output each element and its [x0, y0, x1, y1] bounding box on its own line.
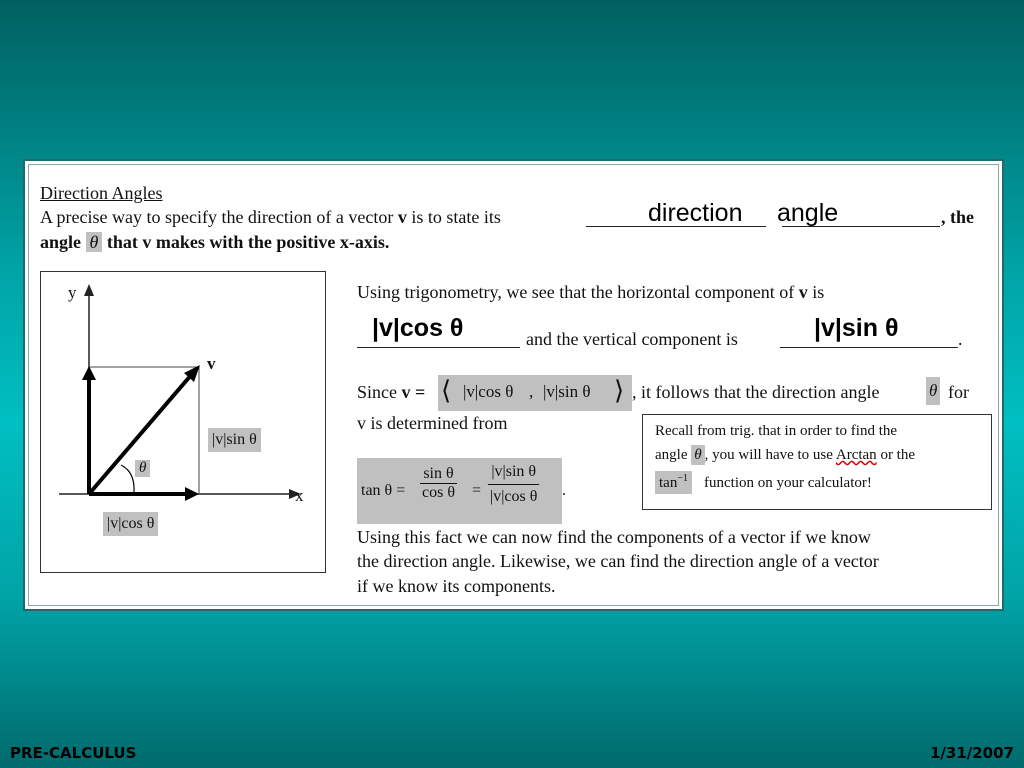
formula-f2-num: |v|sin θ — [488, 463, 539, 485]
conclusion-line-2: the direction angle. Likewise, we can find the direction angle of a vector — [357, 551, 879, 571]
conclusion-line-3: if we know its components. — [357, 576, 556, 596]
recall-use: , you will have to use — [704, 447, 833, 463]
fill-direction: direction — [648, 199, 743, 227]
trig-and-vertical: and the vertical component is — [526, 329, 738, 349]
y-axis-arrow — [84, 284, 94, 296]
recall-angle-word: angle — [655, 447, 688, 463]
since-line-1 — [357, 382, 425, 403]
v-label: v — [207, 354, 216, 373]
footer-course: PRE-CALCULUS — [10, 744, 137, 762]
fill-vertical: |v|sin θ — [814, 314, 899, 342]
vertical-component-arrow — [82, 366, 96, 380]
y-label: y — [68, 283, 77, 302]
angle-arc — [121, 465, 134, 492]
langle: ⟨ — [441, 376, 452, 405]
formula-lhs: tan θ = — [361, 482, 406, 499]
since-follows: , it follows that the direction angle — [632, 382, 880, 402]
since-theta: θ — [926, 377, 940, 405]
trig-period: . — [958, 329, 963, 349]
recall-arctan: Arctan — [835, 447, 877, 463]
vsin-label: |v|sin θ — [208, 428, 261, 452]
trig-v: v — [798, 282, 808, 302]
recall-tan: tan — [659, 475, 678, 491]
recall-tan-inverse — [655, 471, 692, 494]
x-label: x — [295, 486, 304, 505]
intro-text-b: is to state its — [411, 207, 501, 227]
recall-line-1: Recall from trig. that in order to find the — [655, 423, 898, 439]
fill-angle: angle — [777, 199, 839, 227]
intro-v: v — [397, 207, 407, 227]
formula-f1-num: sin θ — [420, 465, 457, 484]
since-word: Since — [357, 382, 397, 402]
since-comp-1: |v|cos θ — [463, 382, 514, 401]
fill-horizontal: |v|cos θ — [372, 314, 464, 342]
trig-is: is — [812, 282, 825, 302]
recall-or-the: or the — [880, 447, 916, 463]
formula-frac-2 — [488, 463, 539, 506]
recall-sup: −1 — [677, 473, 688, 484]
since-line-2: v is determined from — [357, 413, 508, 433]
recall-line-2 — [655, 447, 915, 464]
intro-theta: θ — [86, 232, 103, 252]
trig-line-1 — [357, 282, 824, 303]
figure-theta-label: θ — [135, 460, 150, 477]
intro-text-a: A precise way to specify the direction of a vector — [40, 207, 394, 227]
horizontal-component-arrow — [185, 487, 199, 501]
recall-line-3: function on your calculator! — [704, 475, 872, 491]
formula-eq: = — [472, 482, 482, 499]
vector-diagram — [41, 272, 325, 572]
conclusion-line-1: Using this fact we can now find the components of a vector if we know — [357, 527, 871, 547]
blank-horizontal — [357, 347, 520, 348]
formula-dot: . — [562, 482, 566, 499]
footer-date: 1/31/2007 — [929, 744, 1014, 762]
formula-f2-den: |v|cos θ — [490, 488, 538, 505]
formula-frac-1 — [420, 465, 457, 502]
vector-figure — [40, 271, 326, 573]
trig-text-a: Using trigonometry, we see that the horizontal component of — [357, 282, 795, 302]
section-heading: Direction Angles — [40, 183, 163, 203]
since-comp-2: |v|sin θ — [543, 382, 591, 401]
since-comma: , — [529, 382, 534, 401]
recall-theta: θ — [691, 445, 704, 465]
since-for: for — [948, 382, 969, 402]
intro-line-1 — [40, 207, 501, 228]
intro-angle-word: angle — [40, 232, 82, 252]
intro-line-2 — [40, 232, 389, 253]
formula-f1-den: cos θ — [422, 484, 455, 501]
blank-vertical — [780, 347, 958, 348]
since-v-eq: v = — [401, 382, 426, 402]
rangle: ⟩ — [614, 376, 625, 405]
intro-text-c: that v makes with the positive x-axis. — [106, 232, 390, 252]
intro-comma-the: , the — [941, 207, 974, 227]
vcos-label: |v|cos θ — [103, 512, 158, 536]
